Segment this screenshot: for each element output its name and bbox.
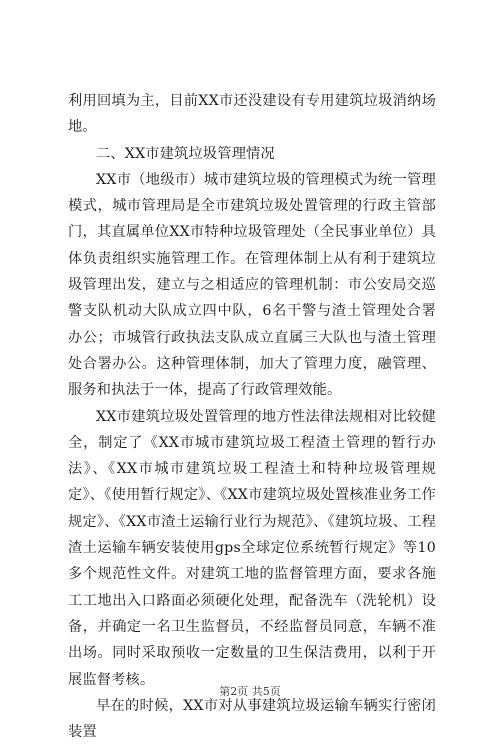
- document-body: [68, 88, 436, 745]
- section-heading: 二、XX市建筑垃圾管理情况: [96, 145, 275, 162]
- paragraph-management-model: XX市（地级市）城市建筑垃圾的管理模式为统一管理模式，城市管理局是全市建筑垃圾处置管理的行政主管部门，其直属单位XX市特种垃圾管理处（全民事业单位）具体负责组织实施管理工作。在管理体制上从有利于建筑垃圾管理出发，建立与之相适应的管理机制：市公安局交巡警支队机动大队成立四中队，6名干警与渣土管理处合署办公；市城管行政执法支队成立直属三大队也与渣土管理处合署办公。这种管理体制，加大了管理力度，融管理、服务和执法于一体，提高了行政管理效能。: [68, 171, 436, 399]
- paragraph-continuation: 利用回填为主，目前XX市还没建设有专用建筑垃圾消纳场地。: [68, 93, 436, 136]
- paragraph-early-measures: 早在的时候，XX市对从事建筑垃圾运输车辆实行密闭装置: [68, 697, 436, 741]
- page-footer: [0, 683, 500, 699]
- page-number-label: 第2页 共5页: [219, 685, 281, 698]
- paragraph-regulations: XX市建筑垃圾处置管理的地方性法律法规相对比较健全，制定了《XX市城市建筑垃圾工程渣土管理的暂行办法》、《XX市城市建筑垃圾工程渣土和特种垃圾管理规定》、《使用暂行规定》、《XX市建筑垃圾处置核准业务工作规定》、《XX市渣土运输行业行为规范》、《建筑垃圾、工程渣土运输车辆安装使用gps全球定位系统暂行规定》等10多个规范性文件。对建筑工地的监督管理方面，要求各施工工地出入口路面必须硬化处理，配备洗车（洗轮机）设备，并确定一名卫生监督员，不经监督员同意，车辆不准出场。同时采取预收一定数量的卫生保洁费用，以利于开展监督考核。: [68, 408, 436, 688]
